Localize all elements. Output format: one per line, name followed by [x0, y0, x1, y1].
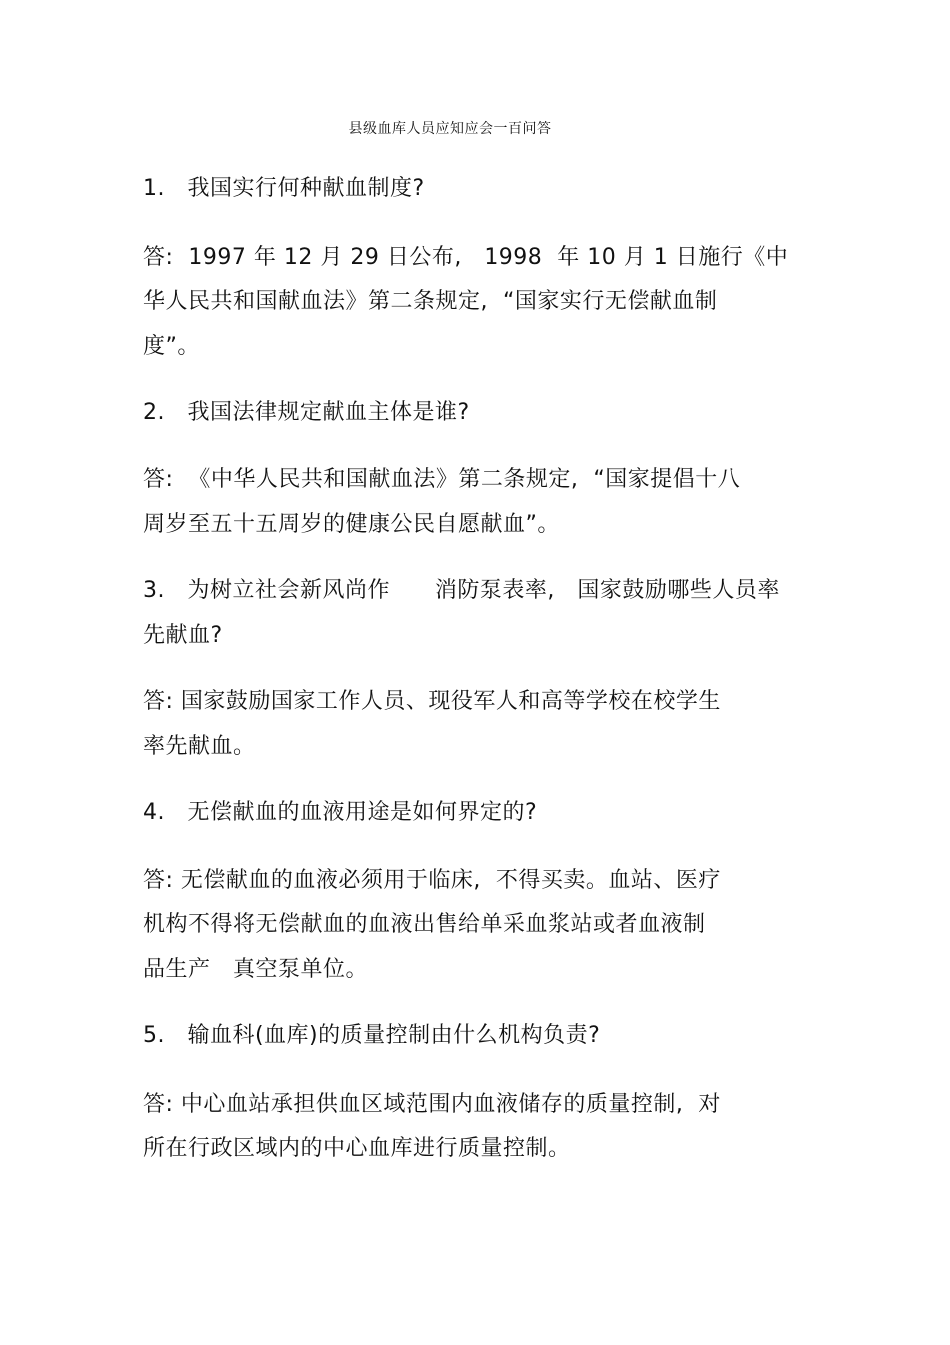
- answer-2-line-2: 周岁至五十五周岁的健康公民自愿献血”。: [143, 512, 560, 537]
- answer-5-line-2: 所在行政区域内的中心血库进行质量控制。: [143, 1136, 571, 1161]
- answer-1-line-1: 答: 1997 年 12 月 29 日公布, 1998 年 10 月 1 日施行《中: [143, 245, 789, 270]
- answer-4-line-2: 机构不得将无偿献血的血液出售给单采血浆站或者血液制: [143, 912, 706, 937]
- question-3-line-1: 3. 为树立社会新风尚作 消防泵表率, 国家鼓励哪些人员率: [143, 578, 780, 603]
- answer-5-line-1: 答: 中心血站承担供血区域范围内血液储存的质量控制, 对: [143, 1092, 721, 1117]
- answer-1-line-2: 华人民共和国献血法》第二条规定, “国家实行无偿献血制: [143, 289, 718, 314]
- answer-4-line-1: 答: 无偿献血的血液必须用于临床, 不得买卖。血站、医疗: [143, 868, 721, 893]
- question-5: 5. 输血科(血库)的质量控制由什么机构负责?: [143, 1023, 601, 1048]
- question-2: 2. 我国法律规定献血主体是谁?: [143, 400, 470, 425]
- answer-4-line-3: 品生产 真空泵单位。: [143, 957, 368, 982]
- answer-2-line-1: 答: 《中华人民共和国献血法》第二条规定, “国家提倡十八: [143, 467, 741, 492]
- answer-3-line-2: 率先献血。: [143, 734, 256, 759]
- question-4: 4. 无偿献血的血液用途是如何界定的?: [143, 800, 538, 825]
- question-1: 1. 我国实行何种献血制度?: [143, 176, 425, 201]
- question-3-line-2: 先献血?: [143, 623, 223, 648]
- answer-1-line-3: 度”。: [143, 334, 200, 359]
- answer-3-line-1: 答: 国家鼓励国家工作人员、现役军人和高等学校在校学生: [143, 689, 721, 714]
- document-title: 县级血库人员应知应会一百问答: [348, 121, 552, 137]
